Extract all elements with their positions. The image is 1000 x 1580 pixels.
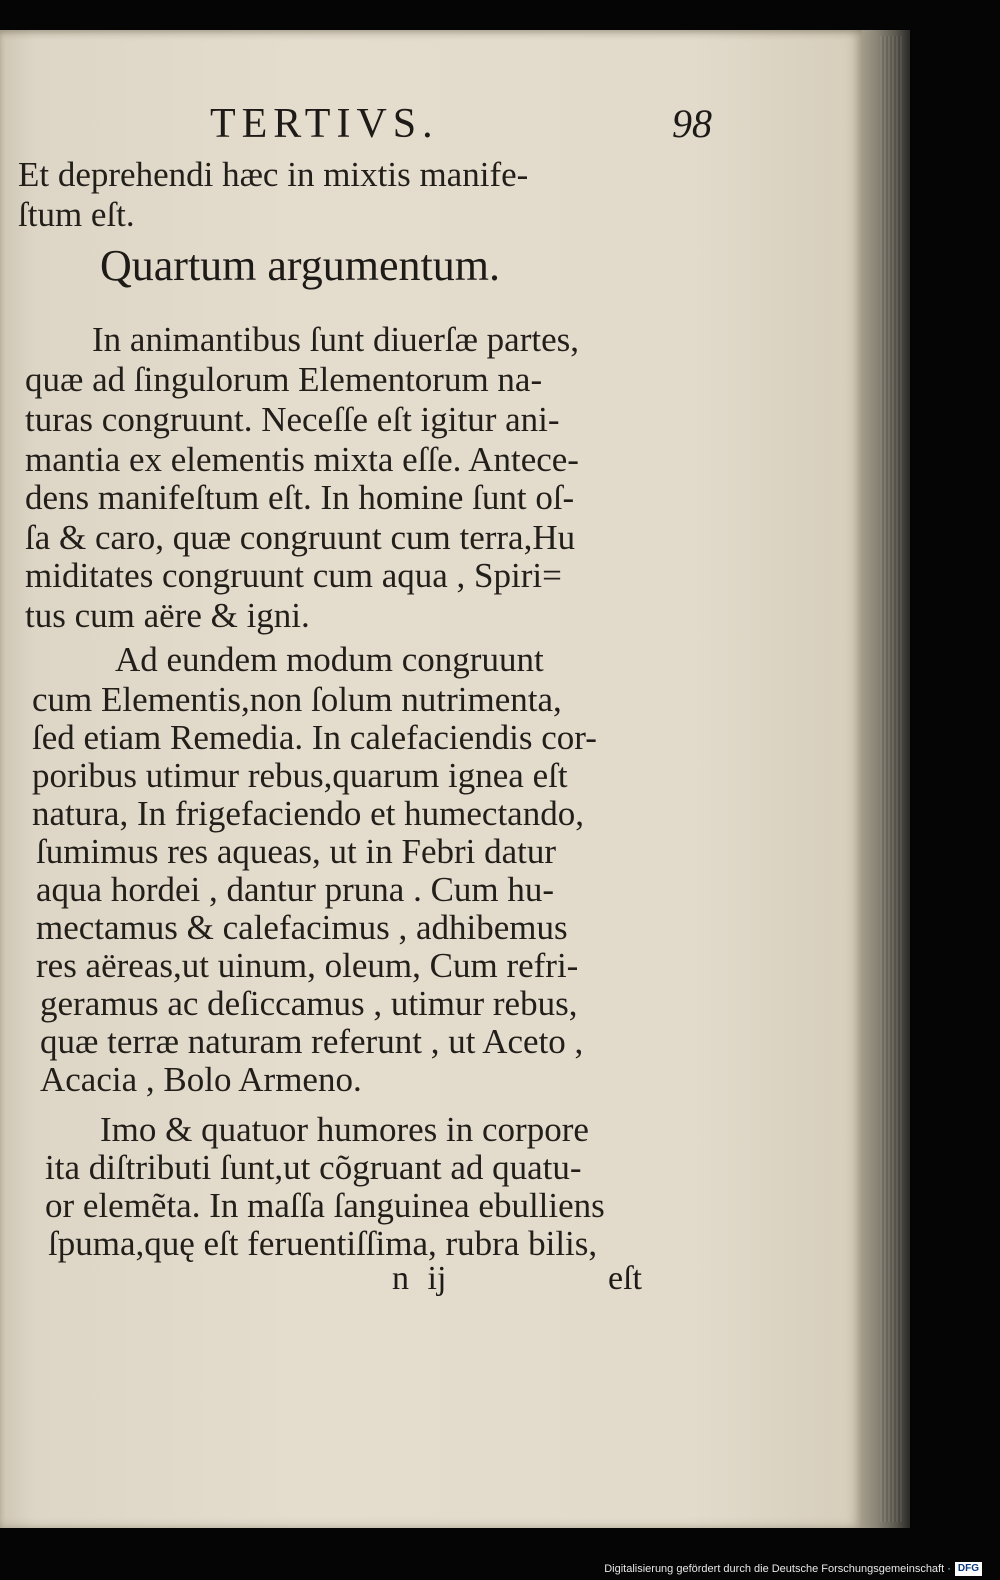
page-edge-texture <box>880 36 902 1522</box>
text-line: Et deprehendi hæc in mixtis manife- <box>18 155 529 194</box>
text-line: Ad eundem modum congruunt <box>115 640 544 679</box>
text-line: cum Elementis,non ſolum nutrimenta, <box>32 680 562 719</box>
text-line: quæ terræ naturam referunt , ut Aceto , <box>40 1022 584 1061</box>
footer-text: Digitalisierung gefördert durch die Deutsche Forschungsgemeinschaft · <box>604 1563 951 1575</box>
text-line: tus cum aëre & igni. <box>25 596 310 635</box>
page-number: 98 <box>672 101 712 146</box>
text-line: ſpuma,quę eſt feruentiſſima, rubra bilis, <box>48 1224 598 1263</box>
section-subtitle: Quartum argumentum. <box>100 241 500 290</box>
digitization-footer <box>604 1562 982 1576</box>
text-line: ſtum eſt. <box>18 195 135 234</box>
text-line: turas congruunt. Neceſſe eſt igitur ani- <box>25 400 560 439</box>
text-line: quæ ad ſingulorum Elementorum na- <box>25 360 543 399</box>
text-line: geramus ac deſiccamus , utimur rebus, <box>40 984 578 1023</box>
dfg-logo-icon: DFG <box>955 1562 982 1576</box>
text-line: ſumimus res aqueas, ut in Febri datur <box>36 832 557 871</box>
running-head: TERTIVS. <box>210 101 439 147</box>
text-line: ita diſtributi ſunt,ut cõgruant ad quatu- <box>45 1148 582 1187</box>
text-line: aqua hordei , dantur pruna . Cum hu- <box>36 870 555 909</box>
text-line: Imo & quatuor humores in corpore <box>100 1110 589 1149</box>
text-line: mectamus & calefacimus , adhibemus <box>36 908 568 947</box>
text-line: mantia ex elementis mixta eſſe. Antece- <box>25 440 579 479</box>
text-line: ſed etiam Remedia. In calefaciendis cor- <box>32 718 597 757</box>
text-line: natura, In frigefaciendo et humectando, <box>32 794 584 833</box>
text-line: miditates congruunt cum aqua , Spiri= <box>25 556 562 595</box>
text-line: ſa & caro, quæ congruunt cum terra,Hu <box>25 518 576 557</box>
text-line: In animantibus ſunt diuerſæ partes, <box>92 320 579 359</box>
signature-mark: n ij <box>392 1260 447 1297</box>
text-line: Acacia , Bolo Armeno. <box>40 1060 362 1099</box>
text-line: poribus utimur rebus,quarum ignea eſt <box>32 756 568 795</box>
catchword: eſt <box>608 1260 642 1297</box>
text-line: or elemẽta. In maſſa ſanguinea ebulliens <box>45 1186 605 1225</box>
text-line: dens manifeſtum eſt. In homine ſunt oſ- <box>25 478 575 517</box>
text-line: res aëreas,ut uinum, oleum, Cum refri- <box>36 946 579 985</box>
